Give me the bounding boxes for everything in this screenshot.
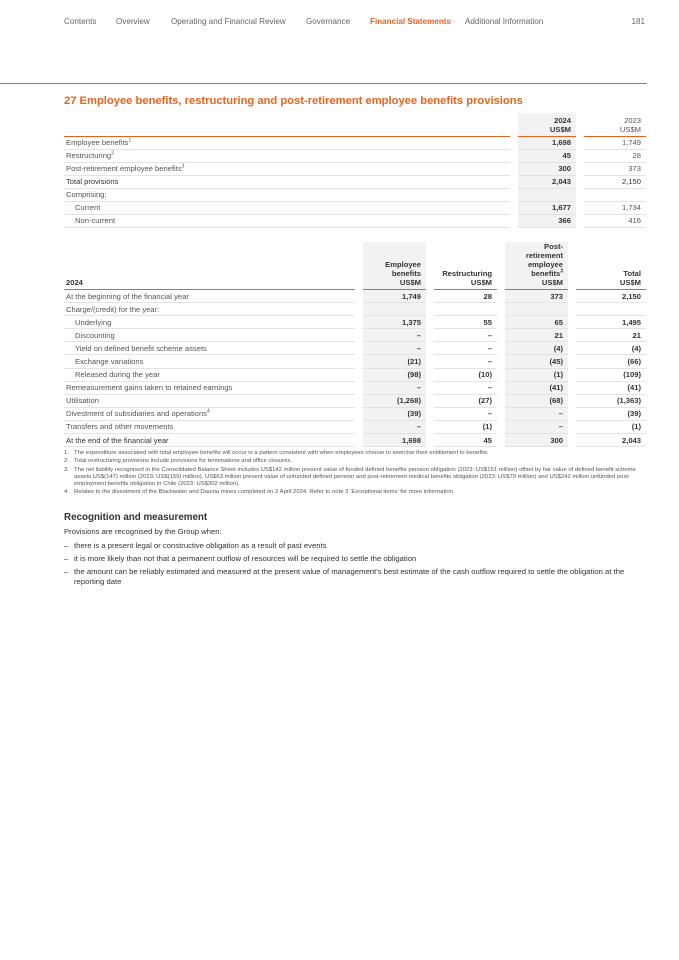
provisions-summary-table: [64, 113, 646, 228]
cell-employee-benefits: (21): [359, 355, 430, 368]
table-row: [64, 407, 646, 420]
cell-restructuring: –: [430, 381, 501, 394]
row-label: Discounting: [64, 329, 359, 342]
footnote: [64, 450, 646, 457]
cell-total: (4): [572, 342, 646, 355]
nav-overview[interactable]: Overview: [116, 17, 150, 26]
value-2024: 300: [514, 162, 580, 175]
table-row: [64, 201, 646, 214]
cell-total: (109): [572, 368, 646, 381]
row-label: At the beginning of the financial year: [64, 290, 359, 303]
row-label: Utilisation: [64, 394, 359, 407]
total-row: [64, 434, 646, 447]
value-2023: 2,150: [580, 175, 646, 188]
cell-post-retirement: 373: [501, 290, 572, 303]
top-navigation: [64, 17, 645, 29]
header-restructuring: Restructuring US$M: [430, 242, 501, 290]
list-item-text: there is a present legal or constructive obligation as a result of past events: [74, 541, 327, 550]
cell-total: (39): [572, 407, 646, 420]
header-year: 2024: [64, 242, 359, 290]
cell-restructuring: 55: [430, 316, 501, 329]
row-label: Charge/(credit) for the year:: [64, 303, 359, 316]
value-2024: [514, 188, 580, 201]
row-label: Non-current: [64, 214, 514, 227]
cell-total: [572, 303, 646, 316]
footnote-number: 4.: [64, 489, 69, 496]
row-label: Total provisions: [64, 175, 514, 188]
row-label: Restructuring$^2$: [64, 149, 514, 162]
list-item-text: the amount can be reliably estimated and measured at the present value of management’s best estimate of the cash outflow required to settle the obligation at the reporting date: [74, 567, 625, 586]
nav-governance[interactable]: Governance: [306, 17, 351, 26]
footnote: [64, 489, 646, 496]
header-2024: [514, 113, 580, 136]
list-item: [64, 541, 646, 551]
value-2024: 1,698: [514, 136, 580, 149]
page-number: 181: [631, 17, 645, 26]
footnote-text: The net liability recognised in the Consolidated Balance Sheet includes US$142 million present value of funded defined benefits pension obligation (2023: US$151 million) offset by fair value of defined benefit scheme assets US$(147) million (2023: US$(159) million), US$63 million present value of unfunded defined pension and post-retirement medical benefits obligation (2023: US$79 million) and US$242 million unfunded post-employment benefits obligation in Chile (2023: US$302 million).: [74, 466, 636, 488]
nav-financial-statements[interactable]: Financial Statements: [370, 17, 451, 26]
cell-total: 2,150: [572, 290, 646, 303]
cell-restructuring: –: [430, 329, 501, 342]
table-header-row: [64, 242, 646, 290]
cell-employee-benefits: –: [359, 420, 430, 433]
table-row: [64, 149, 646, 162]
cell-restructuring: –: [430, 407, 501, 420]
header-2023-year: 2023: [624, 115, 641, 125]
cell-employee-benefits: (1,268): [359, 394, 430, 407]
nav-operating-financial-review[interactable]: Operating and Financial Review: [171, 17, 286, 26]
table-row: [64, 381, 646, 394]
value-2024: 2,043: [514, 175, 580, 188]
cell-restructuring: (1): [430, 420, 501, 433]
list-item: [64, 567, 646, 587]
table-row: [64, 290, 646, 303]
row-label: Underlying: [64, 316, 359, 329]
cell-employee-benefits: 1,375: [359, 316, 430, 329]
cell-restructuring: (10): [430, 368, 501, 381]
header-employee-benefits: Employee benefits US$M: [359, 242, 430, 290]
header-2024-unit: US$M: [549, 124, 571, 134]
table-row: [64, 316, 646, 329]
cell-total: (41): [572, 381, 646, 394]
table-row: [64, 342, 646, 355]
header-2024-year: 2024: [554, 115, 571, 125]
row-label: Remeasurement gains taken to retained earnings: [64, 381, 359, 394]
table-row: [64, 368, 646, 381]
value-2024: 1,677: [514, 201, 580, 214]
cell-total: (1): [572, 420, 646, 433]
row-label: Post-retirement employee benefits$^3$: [64, 162, 514, 175]
row-label: Comprising:: [64, 188, 514, 201]
table-header-row: [64, 113, 646, 136]
value-2023: 416: [580, 214, 646, 227]
cell-post-retirement: (68): [501, 394, 572, 407]
table-row: [64, 420, 646, 433]
recognition-heading: Recognition and measurement: [64, 512, 208, 523]
table-row: [64, 214, 646, 227]
cell-post-retirement: 300: [501, 434, 572, 447]
footnote-number: 2.: [64, 458, 69, 465]
cell-post-retirement: (45): [501, 355, 572, 368]
nav-contents[interactable]: Contents: [64, 17, 97, 26]
cell-post-retirement: –: [501, 407, 572, 420]
footnote-number: 3.: [64, 466, 69, 473]
total-row: [64, 175, 646, 188]
bullet-marker: –: [64, 541, 69, 550]
row-label: Yield on defined benefit scheme assets: [64, 342, 359, 355]
cell-total: (66): [572, 355, 646, 368]
row-label: Exchange variations: [64, 355, 359, 368]
footnote: [64, 458, 646, 465]
cell-employee-benefits: (39): [359, 407, 430, 420]
table-row: [64, 162, 646, 175]
cell-post-retirement: (1): [501, 368, 572, 381]
table-row: [64, 355, 646, 368]
header-2023: [580, 113, 646, 136]
section-title: 27 Employee benefits, restructuring and post-retirement employee benefits provisions: [64, 95, 523, 107]
bullet-marker: –: [64, 567, 69, 576]
cell-post-retirement: (4): [501, 342, 572, 355]
cell-employee-benefits: (98): [359, 368, 430, 381]
footnote: [64, 467, 646, 489]
cell-total: 21: [572, 329, 646, 342]
footnote-text: The expenditure associated with total employee benefits will occur in a pattern consistent with when employees choose to exercise their entitlement to benefits.: [74, 450, 489, 456]
value-2024: 366: [514, 214, 580, 227]
header-divider: [0, 83, 647, 84]
table-row: [64, 329, 646, 342]
cell-post-retirement: 65: [501, 316, 572, 329]
table-row: [64, 394, 646, 407]
provisions-movement-table: [64, 242, 646, 447]
cell-restructuring: 45: [430, 434, 501, 447]
list-item: [64, 554, 646, 564]
cell-employee-benefits: –: [359, 342, 430, 355]
cell-post-retirement: 21: [501, 329, 572, 342]
value-2023: 373: [580, 162, 646, 175]
cell-post-retirement: [501, 303, 572, 316]
value-2024: 45: [514, 149, 580, 162]
cell-employee-benefits: 1,698: [359, 434, 430, 447]
cell-post-retirement: (41): [501, 381, 572, 394]
cell-post-retirement: –: [501, 420, 572, 433]
cell-restructuring: 28: [430, 290, 501, 303]
row-label: Divestment of subsidiaries and operations$^4$: [64, 407, 359, 420]
header-blank: [64, 113, 514, 136]
cell-total: 1,495: [572, 316, 646, 329]
list-item-text: it is more likely than not that a permanent outflow of resources will be required to settle the obligation: [74, 554, 417, 563]
cell-employee-benefits: –: [359, 329, 430, 342]
value-2023: 1,734: [580, 201, 646, 214]
row-label: Current: [64, 201, 514, 214]
header-2023-unit: US$M: [619, 124, 641, 134]
cell-total: 2,043: [572, 434, 646, 447]
row-label: Released during the year: [64, 368, 359, 381]
row-label: Employee benefits$^1$: [64, 136, 514, 149]
cell-restructuring: (27): [430, 394, 501, 407]
nav-additional-information[interactable]: Additional Information: [465, 17, 544, 26]
cell-restructuring: –: [430, 355, 501, 368]
cell-employee-benefits: [359, 303, 430, 316]
value-2023: 1,749: [580, 136, 646, 149]
footnote-text: Total restructuring provisions include provisions for terminations and office closures.: [74, 458, 292, 465]
row-label: Transfers and other movements: [64, 420, 359, 433]
table-row: [64, 136, 646, 149]
recognition-intro: Provisions are recognised by the Group when:: [64, 527, 222, 536]
footnote-number: 1.: [64, 450, 69, 456]
value-2023: 28: [580, 149, 646, 162]
cell-restructuring: [430, 303, 501, 316]
header-total: Total US$M: [572, 242, 646, 290]
value-2023: [580, 188, 646, 201]
recognition-list: [64, 541, 646, 590]
cell-total: (1,363): [572, 394, 646, 407]
footnote-text: Relates to the divestment of the Blackwater and Daunia mines completed on 2 April 2024. Refer to note 3 ‘Exceptional items’ for more information.: [74, 489, 455, 496]
header-post-retirement: Post-retirement employee benefits$^3$ US$M: [501, 242, 572, 290]
cell-employee-benefits: 1,749: [359, 290, 430, 303]
cell-restructuring: –: [430, 342, 501, 355]
footnotes: [64, 450, 646, 498]
cell-employee-benefits: –: [359, 381, 430, 394]
table-row: [64, 188, 646, 201]
bullet-marker: –: [64, 554, 69, 563]
table-row: [64, 303, 646, 316]
row-label: At the end of the financial year: [64, 434, 359, 447]
